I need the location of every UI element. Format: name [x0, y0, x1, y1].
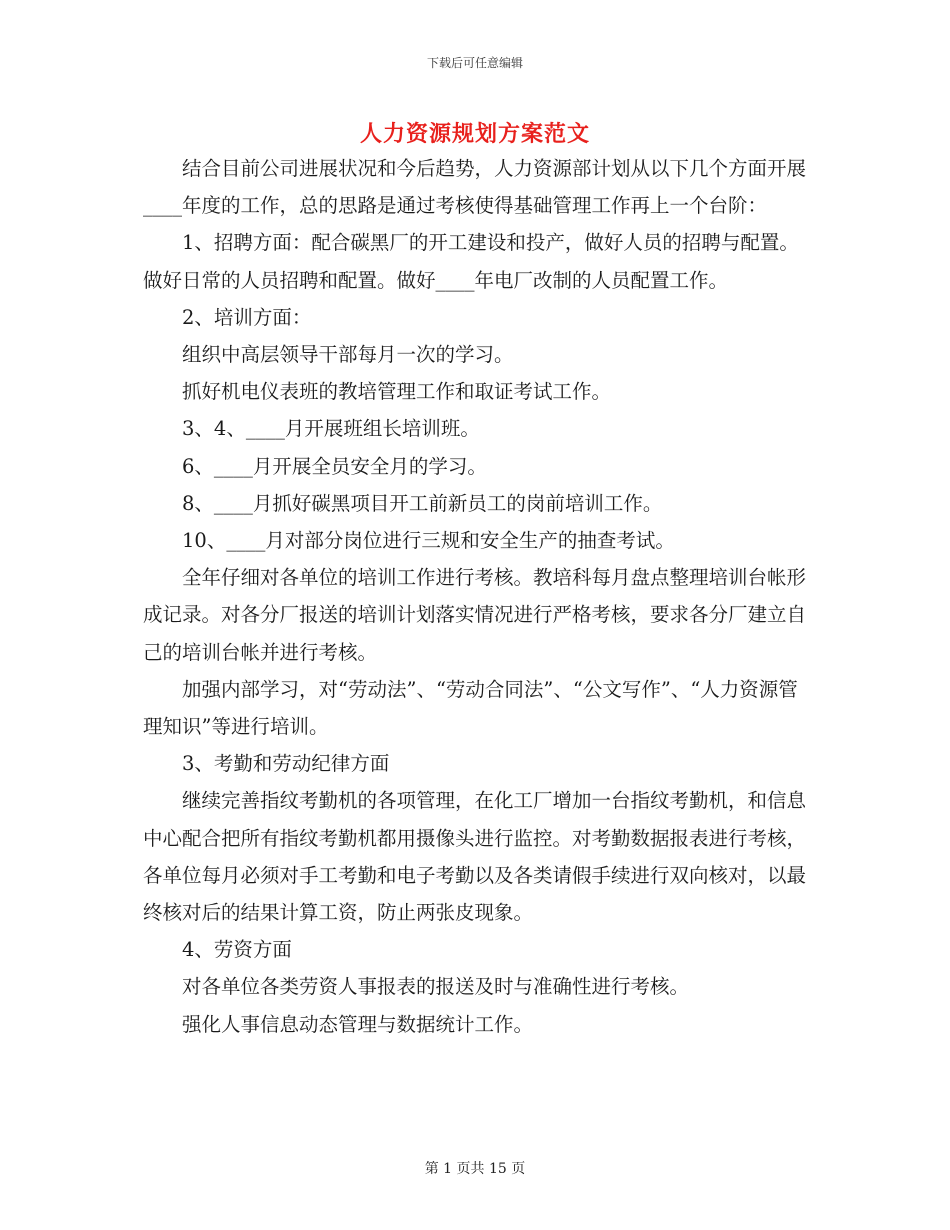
- heading-training: 2、培训方面：: [182, 305, 312, 329]
- page-footer: 第 1 页共 15 页: [424, 1161, 526, 1177]
- paragraph-labor-item: 强化人事信息动态管理与数据统计工作。: [182, 1012, 534, 1036]
- paragraph-labor-item: 对各单位各类劳资人事报表的报送及时与准确性进行考核。: [182, 975, 690, 999]
- heading-attendance: 3、考勤和劳动纪律方面: [182, 752, 390, 776]
- paragraph-training-item: 10、____月对部分岗位进行三规和安全生产的抽查考试。: [182, 529, 675, 553]
- paragraph-training-item: 抓好机电仪表班的教培管理工作和取证考试工作。: [182, 380, 612, 404]
- header-note: 下载后可任意编辑: [426, 56, 523, 70]
- paragraph-recruitment: 1、招聘方面：配合碳黑厂的开工建设和投产，做好人员的招聘与配置。做好日常的人员招聘和配置。做好____年电厂改制的人员配置工作。: [143, 231, 799, 292]
- paragraph-training-item: 8、____月抓好碳黑项目开工前新员工的岗前培训工作。: [182, 491, 663, 515]
- paragraph-training-item: 6、____月开展全员安全月的学习。: [182, 454, 487, 478]
- paragraph-attendance: 继续完善指纹考勤机的各项管理，在化工厂增加一台指纹考勤机，和信息中心配合把所有指纹考勤机都用摄像头进行监控。对考勤数据报表进行考核，各单位每月必须对手工考勤和电子考勤以及各类请假手续进行双向核对，以最终核对后的结果计算工资，防止两张皮现象。: [143, 789, 807, 925]
- paragraph-training-item: 组织中高层领导干部每月一次的学习。: [182, 343, 514, 367]
- document-title: 人力资源规划方案范文: [359, 121, 590, 147]
- paragraph-training-item: 3、4、____月开展班组长培训班。: [182, 417, 480, 441]
- heading-labor-wages: 4、劳资方面: [182, 938, 292, 962]
- paragraph-internal-learning: 加强内部学习，对“劳动法”、“劳动合同法”、“公文写作”、“人力资源管理知识”等进行培训。: [143, 677, 798, 739]
- paragraph-training-assessment: 全年仔细对各单位的培训工作进行考核。教培科每月盘点整理培训台帐形成记录。对各分厂报送的培训计划落实情况进行严格考核，要求各分厂建立自己的培训台帐并进行考核。: [143, 566, 807, 664]
- document-body: [143, 150, 811, 1043]
- paragraph-intro: 结合目前公司进展状况和今后趋势，人力资源部计划从以下几个方面开展____年度的工作，总的思路是通过考核使得基础管理工作再上一个台阶：: [143, 157, 807, 218]
